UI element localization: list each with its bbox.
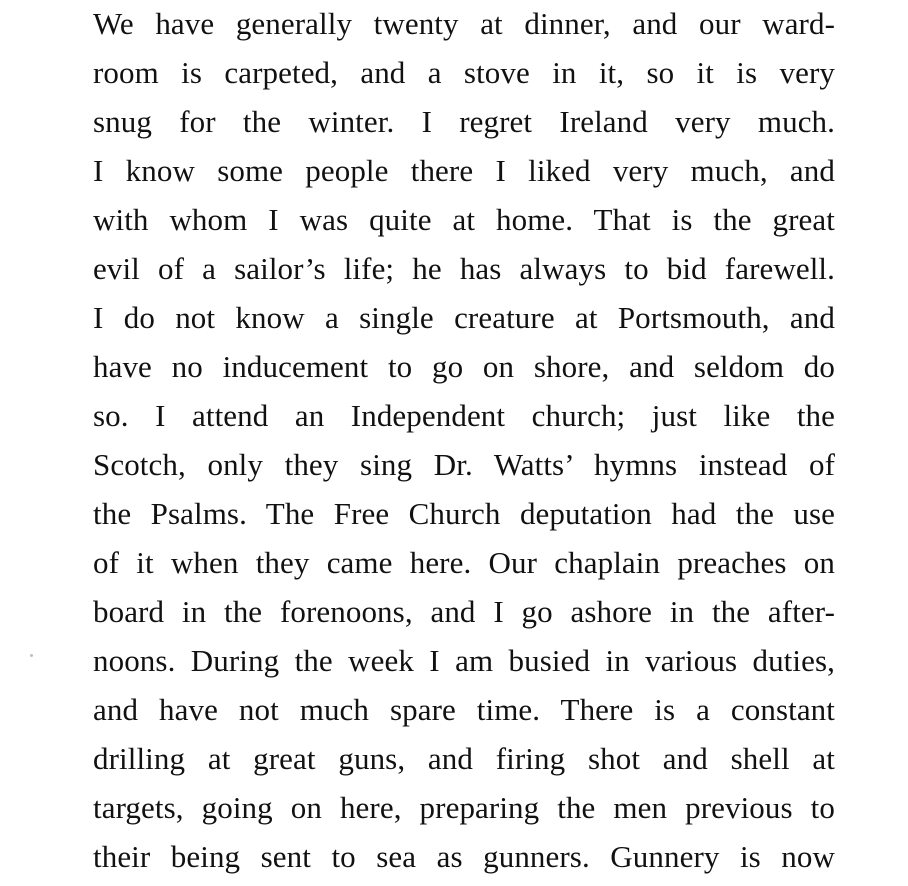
text-line: and have not much spare time. There is a constant xyxy=(93,692,835,727)
text-line: of it when they came here. Our chaplain preaches on xyxy=(93,545,835,580)
text-line: targets, going on here, preparing the men previous to xyxy=(93,790,835,825)
text-line: noons. During the week I am busied in various duties, xyxy=(93,643,835,678)
text-line: We have generally twenty at dinner, and our ward- xyxy=(93,6,835,41)
text-line: room is carpeted, and a stove in it, so it is very xyxy=(93,55,835,90)
text-line: the Psalms. The Free Church deputation had the use xyxy=(93,496,835,531)
text-line: I know some people there I liked very much, and xyxy=(93,153,835,188)
text-line: Scotch, only they sing Dr. Watts’ hymns instead of xyxy=(93,447,835,482)
paper-speck xyxy=(30,654,33,657)
text-line: board in the forenoons, and I go ashore in the after- xyxy=(93,594,835,629)
text-line: so. I attend an Independent church; just like the xyxy=(93,398,835,433)
text-line: their being sent to sea as gunners. Gunnery is now xyxy=(93,839,835,874)
text-line: have no inducement to go on shore, and seldom do xyxy=(93,349,835,384)
text-line: evil of a sailor’s life; he has always to bid farewell. xyxy=(93,251,835,286)
text-line: with whom I was quite at home. That is the great xyxy=(93,202,835,237)
text-line: drilling at great guns, and firing shot and shell at xyxy=(93,741,835,776)
text-line: I do not know a single creature at Portsmouth, and xyxy=(93,300,835,335)
text-line: snug for the winter. I regret Ireland very much. xyxy=(93,104,835,139)
